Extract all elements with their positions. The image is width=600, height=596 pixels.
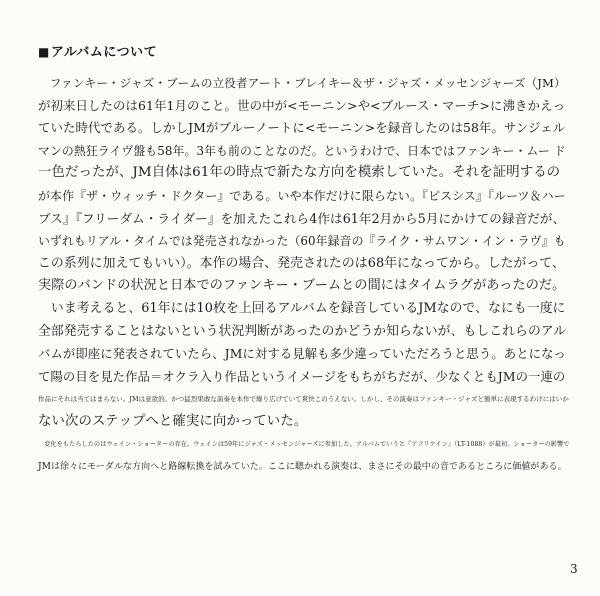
text-line: 作品にそれは当てはまらない。JMは意欲的、かつ猛烈果敢な演奏を本作で繰り広げていて爽快このうえない。しかし、その演奏はファンキー・ジャズと簡単に表現するわけにはいか bbox=[38, 395, 569, 404]
text-line: ない次のステップへと確実に向かっていた。 bbox=[38, 413, 308, 429]
section-title: アルバムについて bbox=[50, 45, 158, 60]
text-line: この系列に加えてもいい）。本作の場合、発売されたのは68年になってから。したがって、 bbox=[38, 255, 565, 271]
text-line: ていた時代である。しかしJMがブルーノートに<モーニン>を録音したのは58年。サンジェル bbox=[38, 120, 566, 136]
text-line: が初来日したのは61年1月のこと。世の中が<モーニン>や<ブルース・マーチ>に沸きかえっ bbox=[38, 97, 566, 113]
page-number: 3 bbox=[570, 562, 578, 576]
text-line: いま考えると、61年には10枚を上回るアルバムを録音しているJMなので、なにも一度に bbox=[38, 300, 566, 316]
text-line: 一色だったが、JM自体は61年の時点で新たな方向を模索していた。それを証明するの bbox=[38, 165, 561, 181]
article-body bbox=[38, 72, 568, 479]
text-line: バムが即座に発表されていたら、JMに対する見解も多少違っていただろうと思う。あとになっ bbox=[38, 347, 566, 362]
text-line: が本作『ザ・ウィッチ・ドクター』である。いや本作だけに限らない。『ピスシス』『ルーツ＆ハー bbox=[38, 188, 566, 203]
text-line: 全部発売することはないという状況判断があったのかどうか知らないが、もしこれらのアル bbox=[38, 323, 567, 339]
text-line: 変化をもたらしたのはウェイン・ショーターの存在。ウェインは59年にジャズ・メッセンジャーズに参加した。アルバムでいうと『アフリケイン』（LT-1088）が最初。ショーターの影響で bbox=[38, 440, 570, 448]
text-line: ブス』『フリーダム・ライダー』を加えたこれら4作は61年2月から5月にかけての録音だが、 bbox=[38, 210, 566, 226]
text-line: ファンキー・ジャズ・ブームの立役者アート・ブレイキー＆ザ・ジャズ・メッセンジャーズ（JM） bbox=[38, 76, 566, 90]
text-line: マンの熱狂ライヴ盤も58年。3年も前のことなのだ。というわけで、日本ではファンキー・ムー ド bbox=[38, 143, 566, 158]
text-line: いずれもリアル・タイムでは発売されなかった（60年録音の『ライク・サムワン・イン・ラヴ』も bbox=[38, 234, 566, 249]
text-line: JMは徐々にモーダルな方向へと路線転換を試みていた。ここに聴かれる演奏は、まさにその最中の音であるところに価値がある。 bbox=[38, 462, 567, 473]
section-heading bbox=[38, 44, 157, 61]
square-bullet-icon: ■ bbox=[38, 45, 50, 59]
text-line: 実際のバンドの状況と日本でのファンキー・ブームとの間にはタイムラグがあったのだ。 bbox=[38, 278, 566, 294]
text-line: て陽の目を見た作品＝オクラ入り作品というイメージをもちがちだが、少なくともJMの一連の bbox=[38, 369, 566, 384]
